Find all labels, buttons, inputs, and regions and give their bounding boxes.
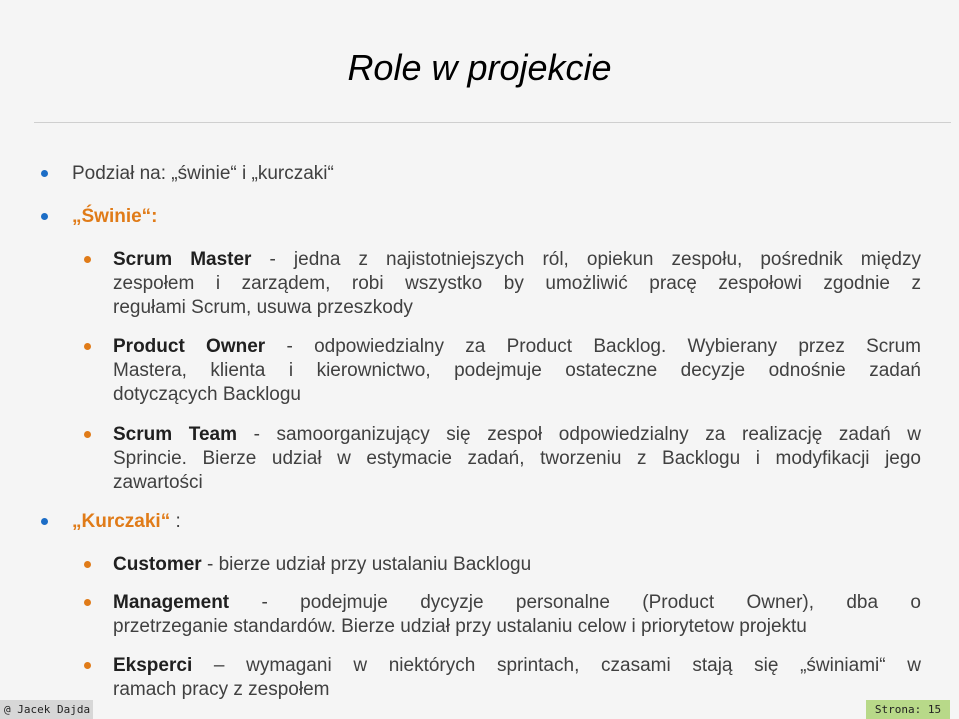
role-name: Eksperci xyxy=(113,655,193,676)
bullet-dot xyxy=(84,662,91,669)
role-desc: - odpowiedzialny za Product Backlog. Wybierany przez Scrum xyxy=(265,336,921,357)
list-item-scrum-master xyxy=(113,248,921,320)
bullet-dot xyxy=(84,599,91,606)
list-item-scrum-team xyxy=(113,423,921,495)
role-desc-line: przetrzeganie standardów. Bierze udział przy ustalaniu celow i priorytetow projektu xyxy=(113,616,807,637)
role-desc-line: zawartości xyxy=(113,472,203,493)
role-desc-line: dotyczących Backlogu xyxy=(113,384,301,405)
list-item-product-owner xyxy=(113,335,921,407)
role-desc-line: zespołem i zarządem, robi wszystko by umożliwić pracę zespołowi zgodnie z xyxy=(113,273,921,294)
bullet-dot xyxy=(84,256,91,263)
role-desc-line: ramach pracy z zespołem xyxy=(113,679,330,700)
bullet-swinie-heading: „Świnie“: xyxy=(72,206,158,227)
bullet-dot xyxy=(84,561,91,568)
bullet-dot xyxy=(41,170,48,177)
role-name: Scrum Team xyxy=(113,424,237,445)
bullet-dot xyxy=(41,518,48,525)
list-item-management xyxy=(113,591,921,639)
footer-page-number: Strona: 15 xyxy=(866,700,950,719)
role-desc: - podejmuje dycyzje personalne (Product Owner), dba o xyxy=(229,592,921,613)
role-desc: – wymagani w niektórych sprintach, czasami stają się „świniami“ w xyxy=(192,655,921,676)
bullet-podzial: Podział na: „świnie“ i „kurczaki“ xyxy=(72,163,334,184)
role-desc-line: regułami Scrum, usuwa przeszkody xyxy=(113,297,413,318)
role-desc-line: Mastera, klienta i kierownictwo, podejmuje ostateczne decyzje odnośnie zadań xyxy=(113,360,921,381)
bullet-dot xyxy=(84,431,91,438)
role-name: Product Owner xyxy=(113,336,266,357)
role-name: Customer xyxy=(113,554,202,575)
role-desc-line: Sprincie. Bierze udział w estymacie zadań, tworzeniu z Backlogu i modyfikacji jego xyxy=(113,448,921,469)
bullet-dot xyxy=(41,213,48,220)
bullet-dot xyxy=(84,343,91,350)
role-desc: - bierze udział przy ustalaniu Backlogu xyxy=(201,554,532,575)
kurczaki-label: „Kurczaki“ xyxy=(72,511,171,532)
title-divider xyxy=(34,122,951,123)
bullet-kurczaki-heading xyxy=(72,510,181,534)
footer-author: @ Jacek Dajda xyxy=(0,700,93,719)
role-name: Scrum Master xyxy=(113,249,252,270)
slide-title: Role w projekcie xyxy=(347,47,612,88)
list-item-eksperci xyxy=(113,654,921,702)
role-desc: - jedna z najistotniejszych ról, opiekun zespołu, pośrednik między xyxy=(251,249,921,270)
kurczaki-colon: : xyxy=(175,511,181,532)
list-item-customer xyxy=(113,553,921,577)
role-name: Management xyxy=(113,592,230,613)
role-desc: - samoorganizujący się zespoł odpowiedzialny za realizację zadań w xyxy=(236,424,921,445)
